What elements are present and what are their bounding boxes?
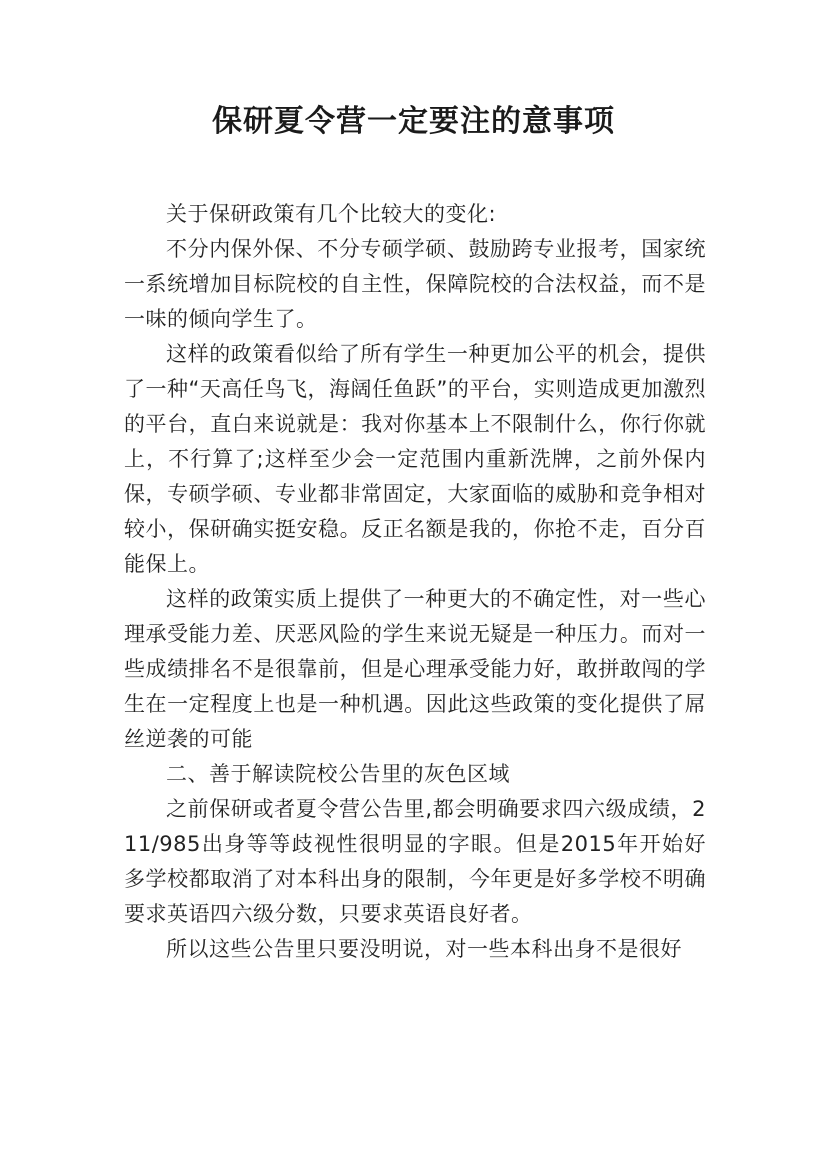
document-title: 保研夏令营一定要注的意事项	[212, 104, 615, 139]
paragraph-policy-changes-list: 不分内保外保、不分专硕学硕、鼓励跨专业报考，国家统一系统增加目标院校的自主性，保障院校的合法权益，而不是一味的倾向学生了。	[124, 237, 706, 331]
document-body	[124, 197, 706, 967]
paragraph-policy-changes-intro: 关于保研政策有几个比较大的变化:	[166, 202, 497, 226]
section-heading-gray-area: 二、善于解读院校公告里的灰色区域	[166, 762, 510, 786]
paragraph-announcement-requirements: 之前保研或者夏令营公告里,都会明确要求四六级成绩，211/985出身等等歧视性很明显的字眼。但是2015年开始好多学校都取消了对本科出身的限制，今年更是好多学校不明确要求英语四六级分数，只要求英语良好者。	[124, 797, 706, 926]
paragraph-uncertainty: 这样的政策实质上提供了一种更大的不确定性，对一些心理承受能力差、厌恶风险的学生来说无疑是一种压力。而对一些成绩排名不是很靠前，但是心理承受能力好，敢拼敢闯的学生在一定程度上也是一种机遇。因此这些政策的变化提供了屌丝逆袭的可能	[124, 587, 706, 751]
paragraph-continuation: 所以这些公告里只要没明说，对一些本科出身不是很好	[166, 937, 682, 961]
paragraph-fair-opportunity: 这样的政策看似给了所有学生一种更加公平的机会，提供了一种“天高任鸟飞，海阔任鱼跃”的平台，实则造成更加激烈的平台，直白来说就是：我对你基本上不限制什么，你行你就上，不行算了;这样至少会一定范围内重新洗牌，之前外保内保，专硕学硕、专业都非常固定，大家面临的威胁和竞争相对较小，保研确实挺安稳。反正名额是我的，你抢不走，百分百能保上。	[124, 342, 706, 576]
